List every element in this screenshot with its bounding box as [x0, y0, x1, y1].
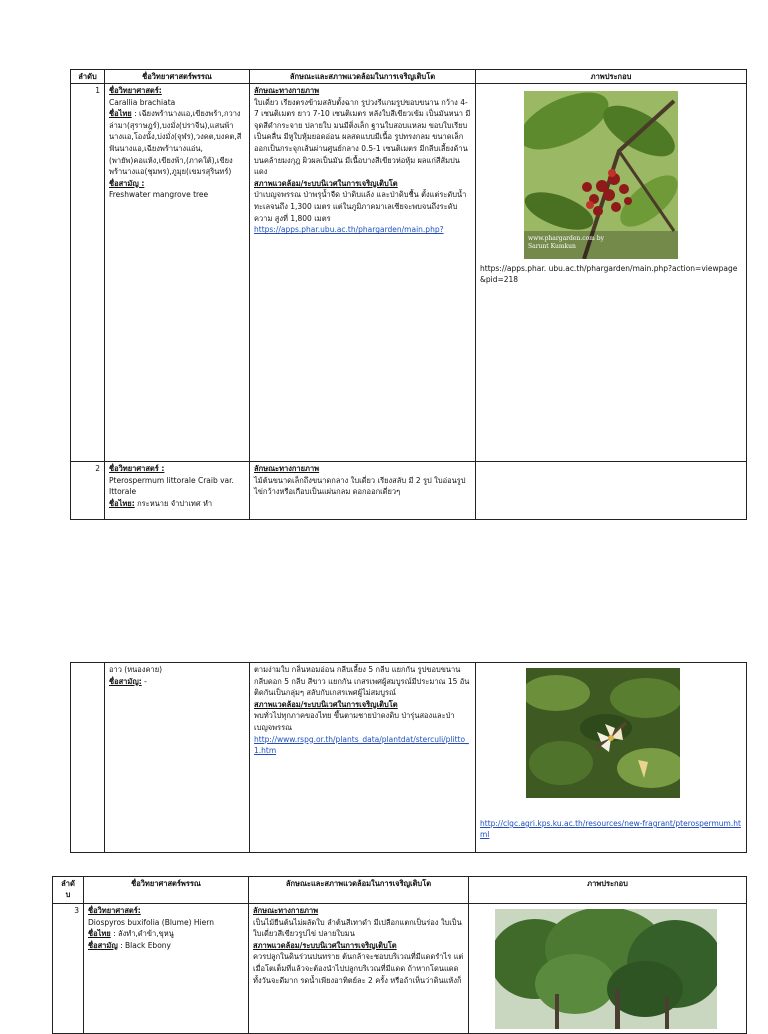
image-cell: [476, 84, 747, 462]
header-no: ลำดับ: [71, 70, 105, 84]
header-desc: ลักษณะและสภาพแวดล้อมในการเจริญเติบโต: [249, 877, 469, 904]
table-row: [71, 663, 747, 853]
thai-name-continued: อาว (หนองคาย): [109, 665, 163, 674]
thai-name: [109, 499, 212, 508]
image-source-link[interactable]: http://clgc.agri.kps.ku.ac.th/resources/new-fragrant/pterospermum.html: [480, 819, 741, 839]
sci-name-label: ชื่อวิทยาศาสตร์ :: [109, 464, 165, 473]
physical-text: ใบเดี่ยว เรียงตรงข้ามสลับตั้งฉาก รูปวงรีแกมรูปขอบขนาน กว้าง 4-7 เซนติเมตร ยาว 7-10 เซนติเมตร หลังใบสีเขียวเข้ม เป็นมันหนา มีจุดสีดำกระจาย ปลายใบ มนมีติ่งเล็ก ฐานใบสอบแหลม ขอบใบเรียบเป็นคลื่น มีหูใบหุ้มยอดอ่อน ผลสดแบบมีเนื้อ รูปทรงกลม ขนาดเล็ก ออกเป็นกระจุกเส้นผ่านศูนย์กลาง 0.5-1 เซนติเมตร มีกลีบเลี้ยงด้านบนคล้ายมงกุฎ ผิวผลเป็นมัน มีเนื้อบางสีเขียวห่อหุ้ม ผลแก่สีส้มปนแดง: [254, 97, 471, 177]
environment-title: สภาพแวดล้อม/ระบบนิเวศในการเจริญเติบโต: [253, 940, 397, 950]
image-source-url: https://apps.phar. ubu.ac.th/phargarden/main.php?action=viewpage&pid=218: [480, 264, 738, 284]
plant-names-cell: [105, 462, 250, 520]
row-number: 1: [71, 84, 105, 462]
environment-text: พบทั่วไปทุกภาคของไทย ขึ้นตามชายป่าดงดิบ ป่ารุ่นสองและป่าเบญจพรรณ: [254, 711, 455, 732]
environment-text: ควรปลูกในดินร่วนปนทราย ต้นกล้าจะชอบบริเวณที่มีแดดรำไร แต่เมื่อโตเต็มที่แล้วจะต้องนำไปปลูกบริเวณที่มีแดด ถ้าหากโดนแดดทั้งวันจะดีมาก รดน้ำเพียงอาทิตย์ละ 2 ครั้ง หรือถ้าเห็นว่าดินแห้งก็: [253, 952, 464, 985]
common-name-value: : Black Ebony: [117, 940, 171, 950]
environment-title: สภาพแวดล้อม/ระบบนิเวศในการเจริญเติบโต: [254, 699, 398, 709]
description-cell: [249, 904, 469, 1034]
physical-title: ลักษณะทางกายภาพ: [254, 464, 320, 473]
thai-name-value: : เฉียงพร้านางแอ,เขียงพร้า,กวางล่ามา(สุราษฎร์),บงมั่ง(ปราจีน),แสนพ้านางแอ,โองนั้ง,บ่งมั่ง(จุฬร),วงคต,บงคต,สีฟันนางแอ,เฉียงพร้านางแอ่น,(พายัพ)คอแห้ง,เขียงพ้า,(ภาคใต้),เขียงพร้านางแอ(ชุมพร),ภูมุย(เขมรสุรินทร์): [109, 109, 242, 177]
thai-name-value: : ลังทำ,ดำข้า,ขุหนู: [110, 929, 174, 939]
physical-text: เป็นไม้ยืนต้นไม่ผลัดใบ ลำต้นสีเทาดำ มีเปลือกแตกเป็นร่อง ใบเป็นใบเดี่ยวสีเขียวรูปไข่ ปลายใบมน: [253, 917, 462, 939]
description-cell: [250, 84, 476, 462]
environment-link[interactable]: http://www.rspg.or.th/plants_data/plantdat/sterculi/plitto_1.htm: [254, 734, 469, 755]
sci-name-value: Diospyros buxifolia (Blume) Hiern: [88, 917, 214, 927]
table-header-row: [71, 70, 747, 84]
common-name-label: ชื่อสามัญ:: [109, 676, 142, 686]
header-no: [53, 877, 84, 904]
header-image: ภาพประกอบ: [469, 877, 747, 904]
table-header-row: [53, 877, 747, 904]
common-name: [88, 940, 244, 952]
image-cell: [476, 663, 747, 853]
photo-watermark: www.phargarden.com by Sarunt Kumkun: [528, 235, 605, 250]
carallia-photo: [524, 91, 678, 259]
header-name: ชื่อวิทยาศาสตร์พรรณ: [84, 877, 249, 904]
row-number: 2: [71, 462, 105, 520]
header-no-line2: บ: [65, 890, 71, 899]
header-name: ชื่อวิทยาศาสตร์พรรณ: [105, 70, 250, 84]
thai-name: [88, 928, 244, 940]
common-name-label: ชื่อสามัญ :: [109, 178, 145, 188]
row-number: 3: [53, 904, 84, 1034]
table-row: [53, 904, 747, 1034]
plant-names-cell: [105, 663, 250, 853]
sci-name-label: ชื่อวิทยาศาสตร์:: [109, 86, 162, 95]
ebony-tree-photo: [495, 909, 717, 1029]
thai-name-label: ชื่อไทย:: [109, 498, 135, 508]
physical-text: ไม้ต้นขนาดเล็กถึงขนาดกลาง ใบเดี่ยว เรียงสลับ มี 2 รูป ใบอ่อนรูปไข่กว้างหรือเกือบเป็นแผ่นกลม ดอกออกเดี่ยวๆ: [254, 475, 466, 497]
header-no-line1: ลำดั: [61, 879, 75, 888]
description-cell: [250, 663, 476, 853]
thai-name-value: กระหนาย จำปาเทศ หำ: [134, 498, 213, 508]
physical-title: ลักษณะทางกายภาพ: [254, 86, 320, 95]
plant-table-page2: [70, 662, 747, 853]
sci-name-value: Pterospermum littorale Craib var. Ittorale: [109, 475, 234, 497]
pterospermum-photo: [526, 668, 680, 798]
common-name-value: Freshwater mangrove tree: [109, 190, 209, 200]
physical-text: ตามง่ามใบ กลิ่นหอมอ่อน กลีบเลี้ยง 5 กลีบ แยกกัน รูปขอบขนาน กลีบดอก 5 กลีบ สีขาว แยกกัน เกสรเพศผู้สมบูรณ์มีประมาณ 15 อัน ติดกันเป็นกลุ่มๆ สลับกับเกสรเพศผู้ไม่สมบูรณ์: [254, 665, 470, 698]
row-number: [71, 663, 105, 853]
header-image: ภาพประกอบ: [476, 70, 747, 84]
plant-names-cell: [84, 904, 249, 1034]
physical-title: ลักษณะทางกายภาพ: [253, 906, 319, 915]
sci-name-label: ชื่อวิทยาศาสตร์:: [88, 906, 141, 915]
environment-text: ป่าเบญจพรรณ ป่าพรุน้ำจืด ป่าดิบแล้ง และป่าดิบชื้น ตั้งแต่ระดับน้ำทะเลจนถึง 1,300 เมตร แต่ในภูมิภาคมาเลเซียจะพบจนถึงระดับความ สูงที่ 1,800 เมตร: [254, 190, 467, 223]
thai-name-label: ชื่อไทย: [109, 109, 132, 119]
thai-name-label: ชื่อไทย: [88, 929, 111, 939]
header-desc: ลักษณะและสภาพแวดล้อมในการเจริญเติบโต: [250, 70, 476, 84]
plant-table-page2-b: [52, 876, 747, 1034]
sci-name-value: Carallia brachiata: [109, 97, 176, 107]
plant-names-cell: [105, 84, 250, 462]
image-cell: [476, 462, 747, 520]
table-row: [71, 84, 747, 462]
environment-link[interactable]: https://apps.phar.ubu.ac.th/phargarden/main.php?: [254, 225, 444, 235]
environment-title: สภาพแวดล้อม/ระบบนิเวศในการเจริญเติบโต: [254, 178, 398, 188]
common-name: [109, 677, 147, 686]
thai-name: [109, 109, 241, 176]
common-name-value: -: [141, 676, 147, 686]
table-row: [71, 462, 747, 520]
image-cell: [469, 904, 747, 1034]
description-cell: [250, 462, 476, 520]
common-name-label: ชื่อสามัญ: [88, 940, 118, 950]
plant-table-page1: [70, 69, 747, 520]
